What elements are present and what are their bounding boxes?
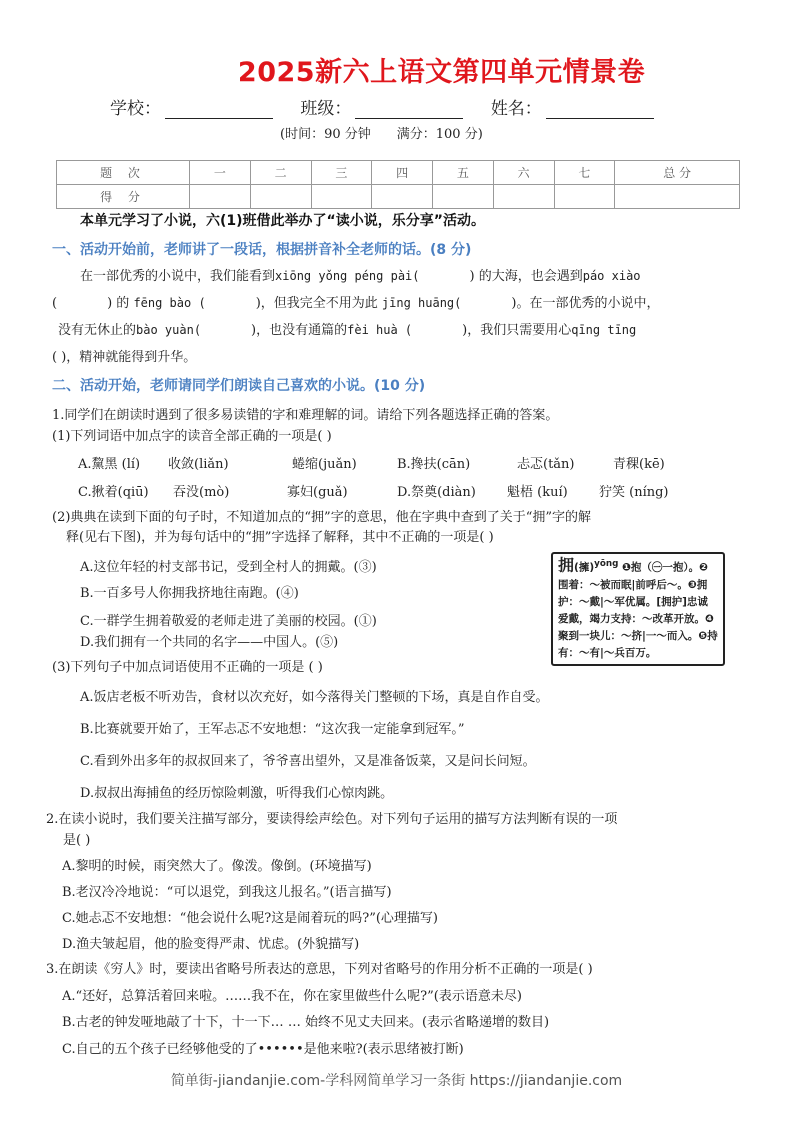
class-blank[interactable]	[355, 100, 463, 119]
q1-3-option-d: D.叔叔出海捕鱼的经历惊险刺激，听得我们心惊肉跳。	[80, 786, 394, 801]
text: (	[52, 296, 58, 311]
question-1-2-line-1: (2)典典在读到下面的句子时，不知道加点的“拥”字的意思，他在字典中查到了关于“拥”字的解	[52, 510, 591, 525]
section-1-line-3	[58, 319, 636, 338]
score-input-cell[interactable]	[190, 185, 251, 209]
score-cell: 总 分	[615, 161, 740, 185]
dictionary-definitions: ❶抱（㊀一抱）。❷围着：～被而眠|前呼后～。❸拥护：～戴|～军优属。[拥护]忠诚爱戴，竭力支持：～改革开放。❹聚到一块儿：～挤|一～而入。❺持有：～有|～兵百万。	[558, 561, 718, 659]
score-table	[56, 160, 740, 209]
question-1-1: (1)下列词语中加点字的读音全部正确的一项是( )	[52, 429, 332, 444]
section-1-heading: 一、活动开始前，老师讲了一段话，根据拼音补全老师的话。(8 分)	[52, 242, 472, 258]
option: 魁梧 (kuí)	[507, 485, 568, 500]
q1-2-option-b: B.一百多号人你拥我挤地往南跑。(④)	[80, 586, 299, 601]
text: 没有无休止的	[58, 323, 137, 338]
q1-3-option-a: A.饭店老板不听劝告，食材以次充好，如今落得关门整顿的下场，真是自作自受。	[80, 690, 549, 705]
option: 忐忑(tǎn)	[517, 457, 575, 472]
section-1-line-2	[52, 292, 659, 311]
score-input-cell[interactable]	[554, 185, 615, 209]
exam-time: (时间：90 分钟	[280, 127, 371, 142]
score-input-cell[interactable]	[433, 185, 494, 209]
q1-2-option-a: A.这位年轻的村支部书记，受到全村人的拥戴。(③)	[80, 560, 377, 575]
q1-3-option-b: B.比赛就要开始了，王军忐忑不安地想：“这次我一定能拿到冠军。”	[80, 722, 465, 737]
text: 在一部优秀的小说中，我们能看到	[80, 269, 276, 284]
pinyin: jīng huāng(	[381, 296, 462, 310]
dictionary-entry-box	[551, 552, 725, 666]
class-label: 班级：	[300, 99, 352, 119]
q2-option-a: A.黎明的时候，雨突然大了。像泼。像倒。(环境描写)	[62, 859, 372, 874]
option: 蜷缩(juǎn)	[292, 457, 357, 472]
question-2-line-2: 是( )	[63, 833, 91, 848]
option: D.祭奠(diàn)	[397, 485, 476, 500]
q2-option-c: C.她忐忑不安地想：“他会说什么呢?这是闹着玩的吗?”(心理描写)	[62, 911, 438, 926]
option: 吞没(mò)	[173, 485, 230, 500]
q1-1-options-row-1	[78, 453, 665, 472]
score-input-cell[interactable]	[493, 185, 554, 209]
option: 狞笑 (níng)	[599, 485, 669, 500]
score-table-header-row	[57, 161, 740, 185]
score-cell: 六	[493, 161, 554, 185]
score-cell: 二	[250, 161, 311, 185]
score-cell: 题 次	[57, 161, 190, 185]
score-input-cell[interactable]	[250, 185, 311, 209]
text: ) 的	[107, 296, 130, 311]
pinyin: páo xiào	[582, 269, 641, 283]
exam-meta	[280, 123, 509, 142]
score-cell: 得 分	[57, 185, 190, 209]
name-blank[interactable]	[546, 100, 654, 119]
pinyin: bào yuàn(	[136, 323, 202, 337]
q1-3-option-c: C.看到外出多年的叔叔回来了，爷爷喜出望外，又是准备饭菜，又是问长问短。	[80, 754, 536, 769]
option: 寡妇(guǎ)	[287, 485, 348, 500]
score-cell: 七	[554, 161, 615, 185]
section-2-heading: 二、活动开始，老师请同学们朗读自己喜欢的小说。(10 分)	[52, 378, 426, 394]
question-1: 1.同学们在朗读时遇到了很多易读错的字和难理解的词。请给下列各题选择正确的答案。	[52, 408, 559, 423]
q2-option-d: D.渔夫皱起眉，他的脸变得严肃、忧虑。(外貌描写)	[62, 937, 360, 952]
question-1-2-line-2: 释(见右下图)，并为每句话中的“拥”字选择了解释，其中不正确的一项是( )	[66, 530, 494, 545]
q3-option-b: B.古老的钟发哑地敲了十下，十一下… … 始终不见丈夫回来。(表示省略递增的数目)	[62, 1015, 550, 1030]
q1-2-option-d: D.我们拥有一个共同的名字——中国人。(⑤)	[80, 635, 339, 650]
q3-option-c: C.自己的五个孩子已经够他受的了••••••是他来啦?(表示思绪被打断)	[62, 1042, 464, 1057]
question-3: 3.在朗读《穷人》时，要读出省略号所表达的意思，下列对省略号的作用分析不正确的一项是( )	[46, 962, 593, 977]
option: 收敛(liǎn)	[168, 457, 229, 472]
intro-text: 本单元学习了小说，六(1)班借此举办了“读小说，乐分享”活动。	[80, 213, 485, 229]
pinyin: qīng tīng	[571, 323, 637, 337]
question-1-3: (3)下列句子中加点词语使用不正确的一项是 ( )	[52, 660, 323, 675]
option: A.黧黑 (lí)	[78, 457, 141, 472]
page-title: 2025新六上语文第四单元情景卷	[237, 57, 646, 88]
q1-2-option-c: C.一群学生拥着敬爱的老师走进了美丽的校园。(①)	[80, 614, 377, 629]
option: 青稞(kē)	[613, 457, 665, 472]
text: )。在一部优秀的小说中，	[511, 296, 660, 311]
score-input-cell[interactable]	[372, 185, 433, 209]
question-2-line-1: 2.在读小说时，我们要关注描写部分，要读得绘声绘色。对下列句子运用的描写方法判断有误的一项	[46, 812, 618, 827]
dictionary-trad: (擁)	[574, 561, 595, 574]
pinyin: xiōng yǒng péng pài(	[275, 269, 420, 283]
name-label: 姓名：	[490, 99, 542, 119]
school-field	[110, 94, 273, 119]
dictionary-char: 拥	[558, 555, 575, 575]
text: )，也没有通篇的	[251, 323, 348, 338]
footer-watermark: 简单街-jiandanjie.com-学科网简单学习一条街 https://jiandanjie.com	[170, 1073, 623, 1089]
school-label: 学校：	[110, 99, 161, 119]
dictionary-pinyin: yōng	[594, 559, 619, 569]
score-cell: 四	[372, 161, 433, 185]
q1-1-options-row-2	[78, 481, 669, 500]
q3-option-a: A.“还好，总算活着回来啦。……我不在，你在家里做些什么呢?”(表示语意未尽)	[62, 989, 522, 1004]
score-cell: 一	[190, 161, 251, 185]
student-info-row	[110, 94, 676, 119]
exam-full-score: 满分：100 分)	[396, 127, 483, 142]
text: ) 的大海，也会遇到	[469, 269, 583, 284]
score-input-cell[interactable]	[311, 185, 372, 209]
school-blank[interactable]	[165, 100, 273, 119]
section-1-line-4: ( )，精神就能得到升华。	[52, 350, 197, 365]
class-field	[300, 94, 463, 119]
text: )，但我完全不用为此	[255, 296, 378, 311]
pinyin: fèi huà (	[347, 323, 413, 337]
section-1-line-1	[80, 265, 641, 284]
text: )，我们只需要用心	[462, 323, 572, 338]
option: C.揪着(qiū)	[78, 485, 149, 500]
score-cell: 三	[311, 161, 372, 185]
name-field	[491, 94, 654, 119]
q2-option-b: B.老汉冷冷地说：“可以退党，到我这儿报名。”(语言描写)	[62, 885, 392, 900]
pinyin: fēng bào (	[133, 296, 206, 310]
score-input-cell[interactable]	[615, 185, 740, 209]
score-cell: 五	[433, 161, 494, 185]
score-table-score-row	[57, 185, 740, 209]
option: B.搀扶(cān)	[397, 457, 471, 472]
